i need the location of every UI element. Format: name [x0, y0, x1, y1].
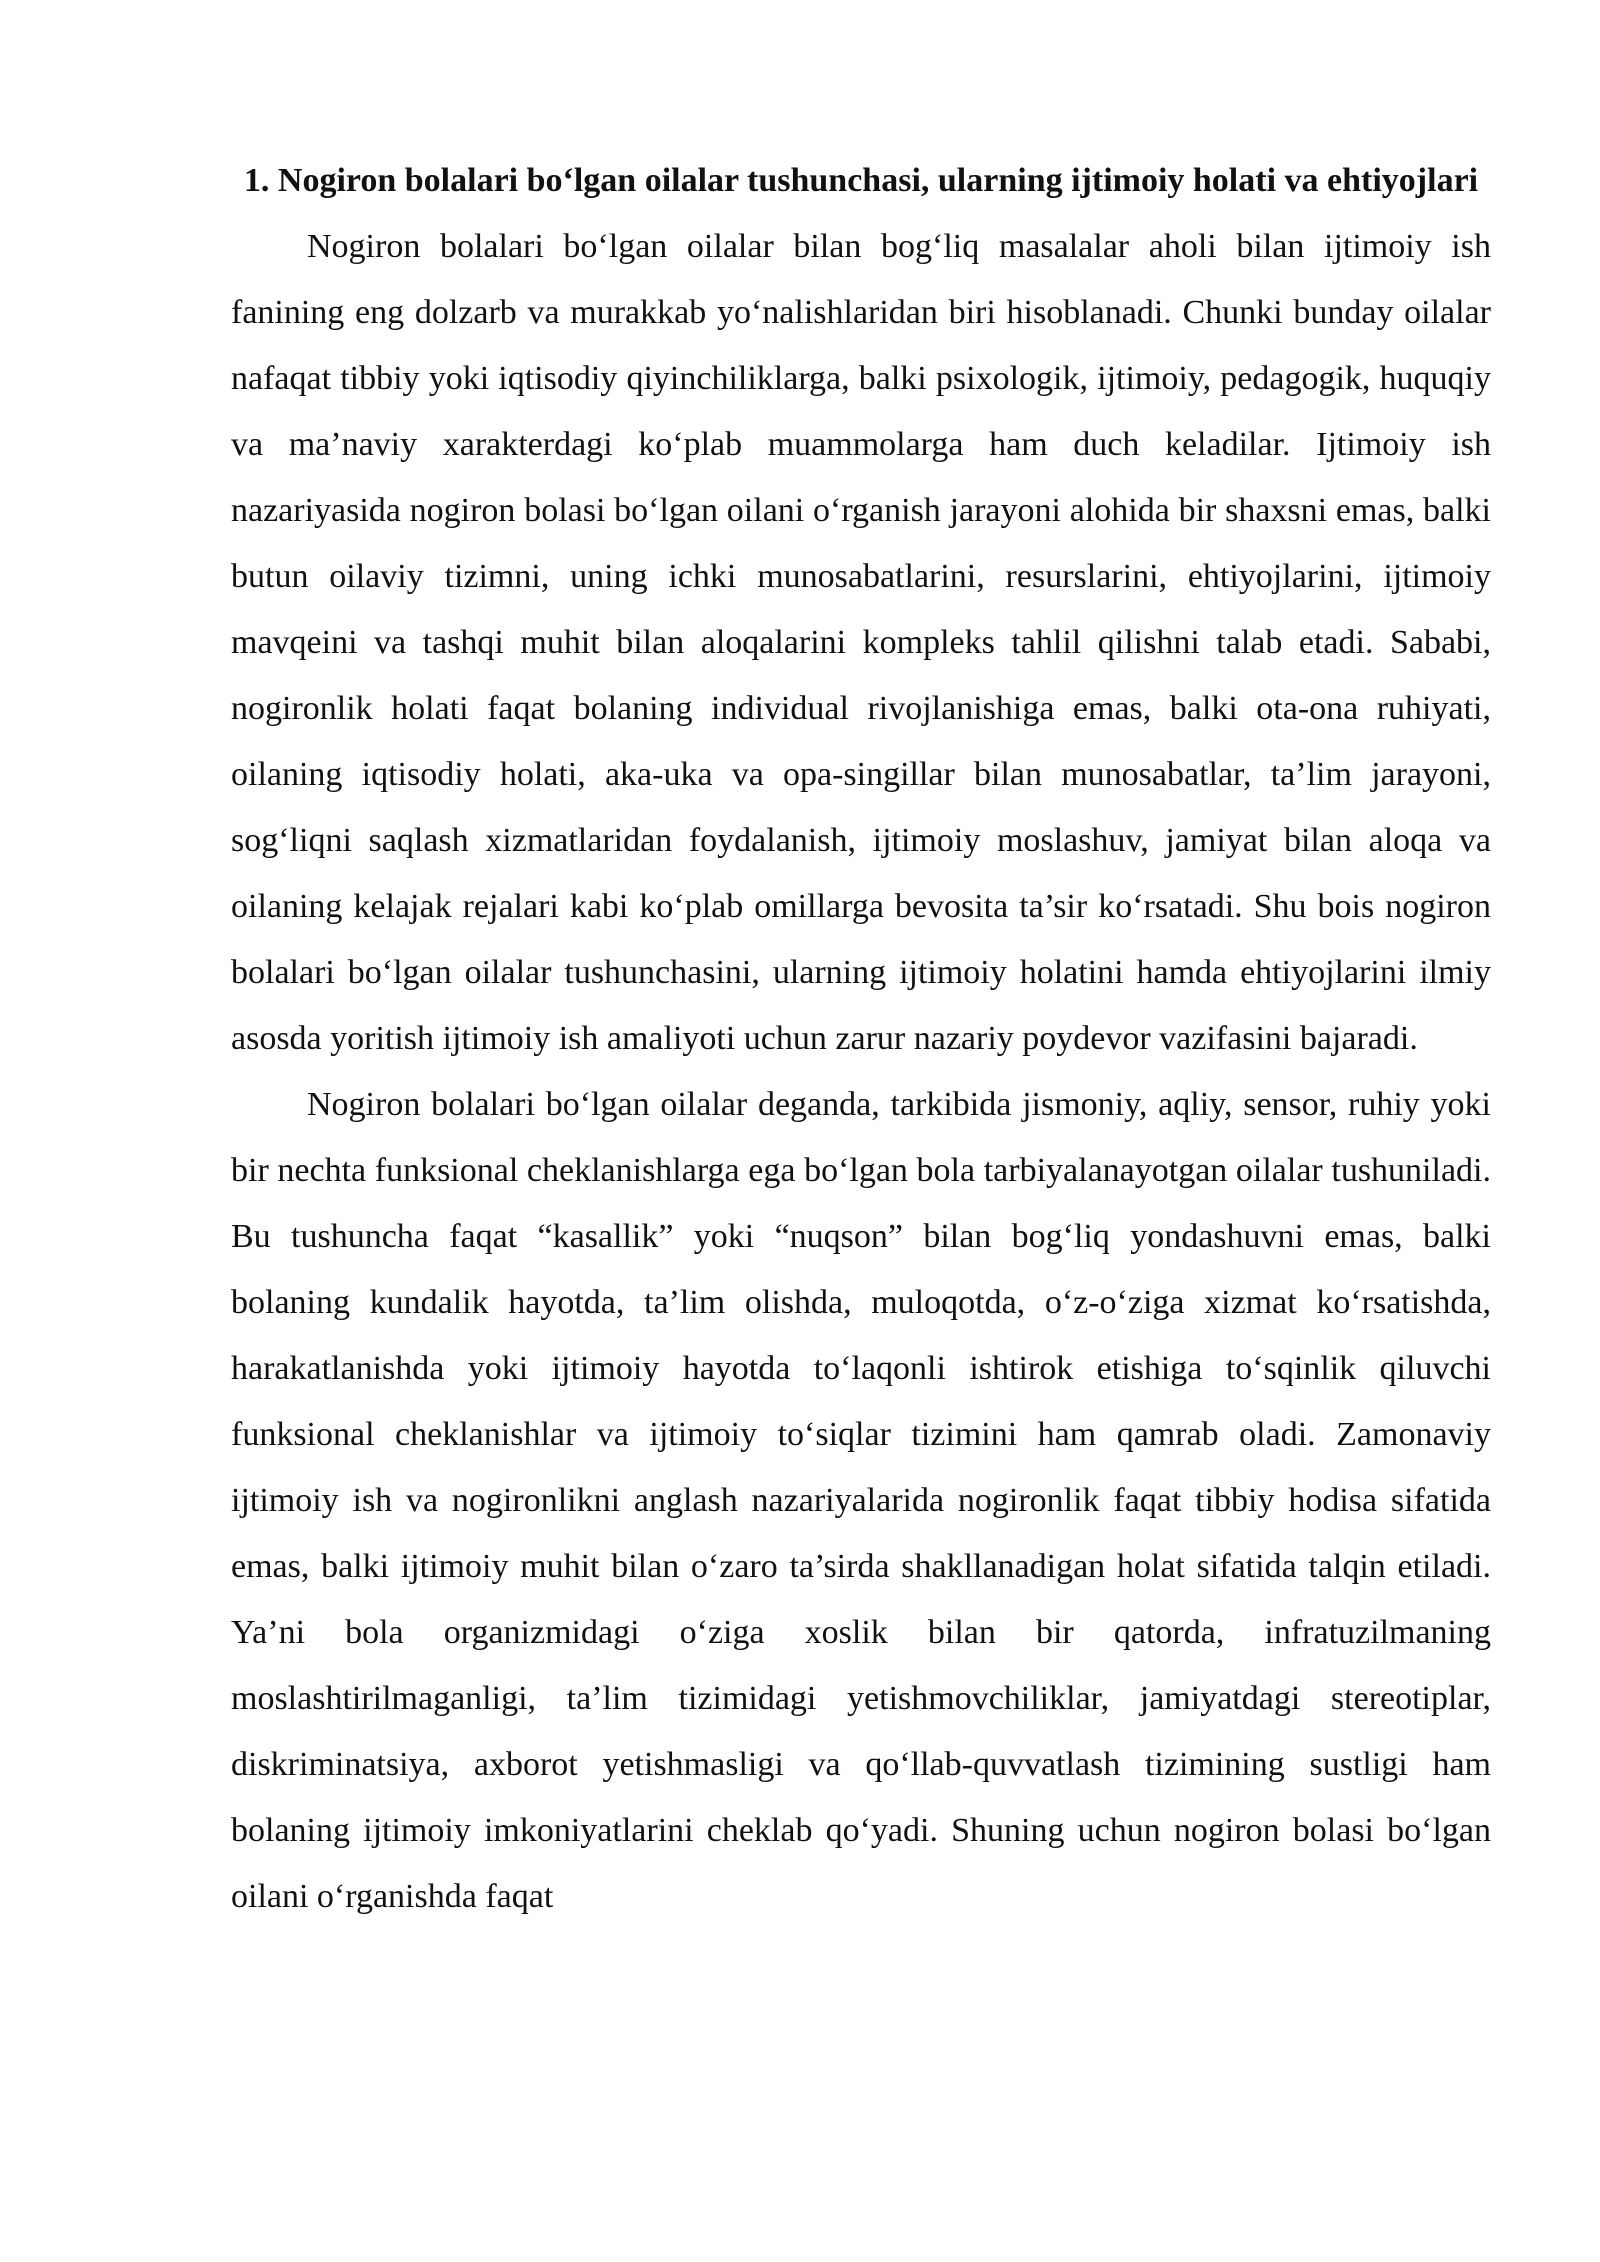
- paragraph-2: Nogiron bolalari bo‘lgan oilalar deganda, tarkibida jismoniy, aqliy, sensor, ruhiy yoki bir nechta funksional cheklanishlarga ega bo‘lgan bola tarbiyalanayotgan oilalar tushuniladi. Bu tushuncha faqat “kasallik” yoki “nuqson” bilan bog‘liq yondashuvni emas, balki bolaning kundalik hayotda, ta’lim olishda, muloqotda, o‘z-o‘ziga xizmat ko‘rsatishda, harakatlanishda yoki ijtimoiy hayotda to‘laqonli ishtirok etishiga to‘sqinlik qiluvchi funksional cheklanishlar va ijtimoiy to‘siqlar tizimini ham qamrab oladi. Zamonaviy ijtimoiy ish va nogironlikni anglash nazariyalarida nogironlik faqat tibbiy hodisa sifatida emas, balki ijtimoiy muhit bilan o‘zaro ta’sirda shakllanadigan holat sifatida talqin etiladi. Ya’ni bola organizmidagi o‘ziga xoslik bilan bir qatorda, infratuzilmaning moslashtirilmaganligi, ta’lim tizimidagi yetishmovchiliklar, jamiyatdagi stereotiplar, diskriminatsiya, axborot yetishmasligi va qo‘llab-quvvatlash tizimining sustligi ham bolaning ijtimoiy imkoniyatlarini cheklab qo‘yadi. Shuning uchun nogiron bolasi bo‘lgan oilani o‘rganishda faqat: [231, 1086, 1491, 1915]
- document-page: [231, 148, 1491, 1930]
- section-heading: 1. Nogiron bolalari bo‘lgan oilalar tushunchasi, ularning ijtimoiy holati va ehtiyojlari: [243, 162, 1479, 199]
- paragraph-1: Nogiron bolalari bo‘lgan oilalar bilan bog‘liq masalalar aholi bilan ijtimoiy ish fanining eng dolzarb va murakkab yo‘nalishlaridan biri hisoblanadi. Chunki bunday oilalar nafaqat tibbiy yoki iqtisodiy qiyinchiliklarga, balki psixologik, ijtimoiy, pedagogik, huquqiy va ma’naviy xarakterdagi ko‘plab muammolarga ham duch keladilar. Ijtimoiy ish nazariyasida nogiron bolasi bo‘lgan oilani o‘rganish jarayoni alohida bir shaxsni emas, balki butun oilaviy tizimni, uning ichki munosabatlarini, resurslarini, ehtiyojlarini, ijtimoiy mavqeini va tashqi muhit bilan aloqalarini kompleks tahlil qilishni talab etadi. Sababi, nogironlik holati faqat bolaning individual rivojlanishiga emas, balki ota-ona ruhiyati, oilaning iqtisodiy holati, aka-uka va opa-singillar bilan munosabatlar, ta’lim jarayoni, sog‘liqni saqlash xizmatlaridan foydalanish, ijtimoiy moslashuv, jamiyat bilan aloqa va oilaning kelajak rejalari kabi ko‘plab omillarga bevosita ta’sir ko‘rsatadi. Shu bois nogiron bolalari bo‘lgan oilalar tushunchasini, ularning ijtimoiy holatini hamda ehtiyojlarini ilmiy asosda yoritish ijtimoiy ish amaliyoti uchun zarur nazariy poydevor vazifasini bajaradi.: [231, 228, 1491, 1057]
